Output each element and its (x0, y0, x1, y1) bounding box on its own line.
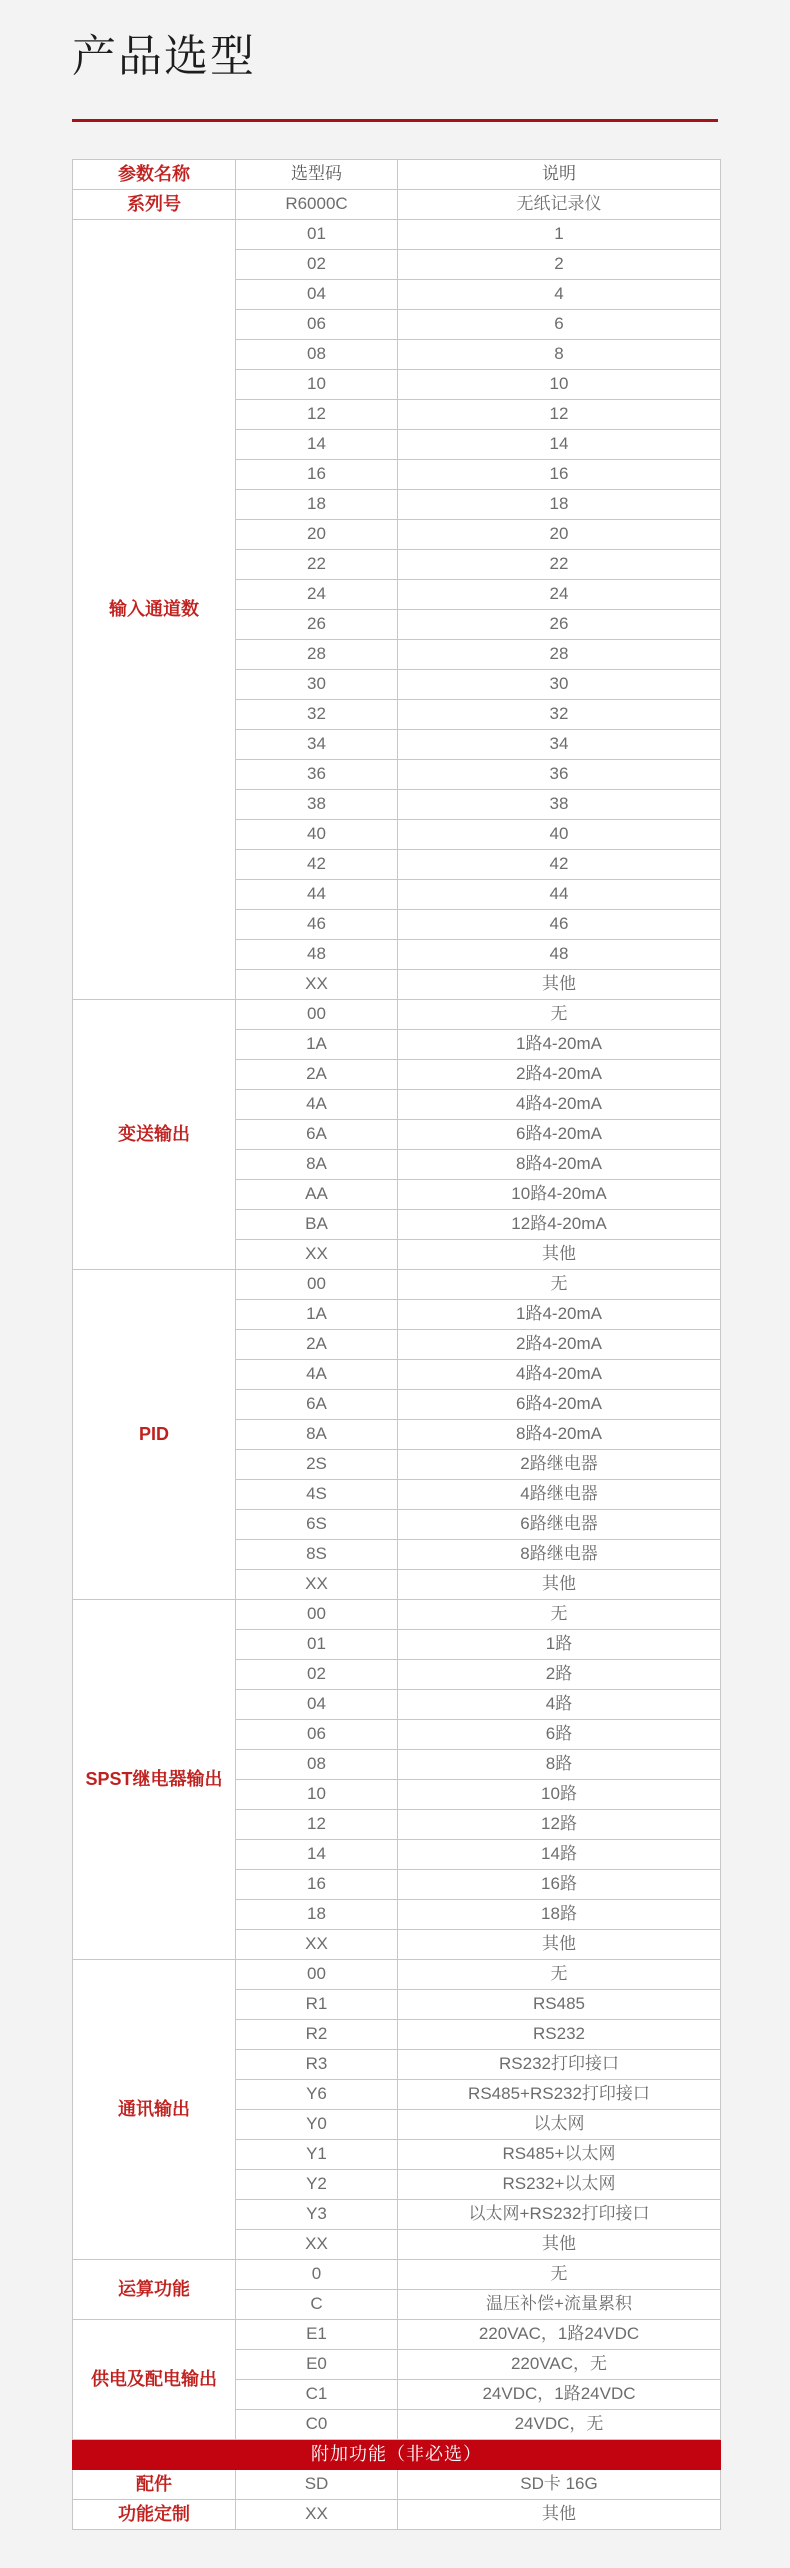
code-cell: 4A (236, 1360, 398, 1390)
param-name-cell: 配件 (73, 2470, 236, 2500)
table-row (73, 1270, 721, 1300)
param-name-cell: 通讯输出 (73, 1960, 236, 2260)
code-cell: 14 (236, 1840, 398, 1870)
code-cell: C1 (236, 2380, 398, 2410)
code-cell: XX (236, 970, 398, 1000)
code-cell: 38 (236, 790, 398, 820)
code-cell: R6000C (236, 190, 398, 220)
code-cell: 02 (236, 250, 398, 280)
desc-cell: 18 (398, 490, 721, 520)
desc-cell: 26 (398, 610, 721, 640)
code-cell: 01 (236, 220, 398, 250)
param-name-cell: 运算功能 (73, 2260, 236, 2320)
code-cell: 48 (236, 940, 398, 970)
code-cell: 00 (236, 1270, 398, 1300)
code-cell: 08 (236, 1750, 398, 1780)
code-cell: 16 (236, 460, 398, 490)
desc-cell: 无 (398, 1270, 721, 1300)
desc-cell: 以太网 (398, 2110, 721, 2140)
desc-cell: 10路 (398, 1780, 721, 1810)
code-cell: C0 (236, 2410, 398, 2440)
desc-cell: RS485+RS232打印接口 (398, 2080, 721, 2110)
code-cell: 28 (236, 640, 398, 670)
code-cell: 00 (236, 1600, 398, 1630)
desc-cell: 24VDC，1路24VDC (398, 2380, 721, 2410)
code-cell: XX (236, 2230, 398, 2260)
desc-cell: 6路4-20mA (398, 1390, 721, 1420)
desc-cell: 8路 (398, 1750, 721, 1780)
code-cell: 42 (236, 850, 398, 880)
code-cell: 44 (236, 880, 398, 910)
desc-cell: 4路4-20mA (398, 1360, 721, 1390)
param-name-cell: 供电及配电输出 (73, 2320, 236, 2440)
desc-cell: 30 (398, 670, 721, 700)
param-name-cell: 系列号 (73, 190, 236, 220)
table-body (73, 190, 721, 2530)
desc-cell: 46 (398, 910, 721, 940)
desc-cell: 6路4-20mA (398, 1120, 721, 1150)
desc-cell: 2路 (398, 1660, 721, 1690)
code-cell: 26 (236, 610, 398, 640)
code-cell: 2S (236, 1450, 398, 1480)
code-cell: 4S (236, 1480, 398, 1510)
desc-cell: 无纸记录仪 (398, 190, 721, 220)
code-cell: 00 (236, 1960, 398, 1990)
desc-cell: 1 (398, 220, 721, 250)
desc-cell: 16路 (398, 1870, 721, 1900)
code-cell: 04 (236, 1690, 398, 1720)
desc-cell: 220VAC，1路24VDC (398, 2320, 721, 2350)
code-cell: 2A (236, 1060, 398, 1090)
code-cell: XX (236, 1240, 398, 1270)
code-cell: 16 (236, 1870, 398, 1900)
code-cell: 04 (236, 280, 398, 310)
desc-cell: 10路4-20mA (398, 1180, 721, 1210)
table-row (73, 190, 721, 220)
desc-cell: 36 (398, 760, 721, 790)
desc-cell: 18路 (398, 1900, 721, 1930)
table-row (73, 2260, 721, 2290)
desc-cell: 4 (398, 280, 721, 310)
desc-cell: 10 (398, 370, 721, 400)
param-name-cell: 变送输出 (73, 1000, 236, 1270)
desc-cell: 40 (398, 820, 721, 850)
param-name-cell: 功能定制 (73, 2500, 236, 2530)
desc-cell: 14 (398, 430, 721, 460)
code-cell: 18 (236, 1900, 398, 1930)
desc-cell: 1路 (398, 1630, 721, 1660)
code-cell: 6A (236, 1120, 398, 1150)
code-cell: 2A (236, 1330, 398, 1360)
code-cell: 0 (236, 2260, 398, 2290)
desc-cell: 4路4-20mA (398, 1090, 721, 1120)
param-name-cell: PID (73, 1270, 236, 1600)
code-cell: 18 (236, 490, 398, 520)
code-cell: 08 (236, 340, 398, 370)
desc-cell: 2路4-20mA (398, 1060, 721, 1090)
code-cell: 40 (236, 820, 398, 850)
code-cell: 30 (236, 670, 398, 700)
desc-cell: 8路4-20mA (398, 1420, 721, 1450)
table-row (73, 220, 721, 250)
desc-cell: 4路继电器 (398, 1480, 721, 1510)
desc-cell: 20 (398, 520, 721, 550)
desc-cell: 220VAC，无 (398, 2350, 721, 2380)
desc-cell: 8路4-20mA (398, 1150, 721, 1180)
code-cell: 24 (236, 580, 398, 610)
code-cell: 6S (236, 1510, 398, 1540)
desc-cell: 无 (398, 2260, 721, 2290)
desc-cell: 其他 (398, 2500, 721, 2530)
table-row (73, 1000, 721, 1030)
code-cell: 06 (236, 1720, 398, 1750)
desc-cell: 42 (398, 850, 721, 880)
desc-cell: SD卡 16G (398, 2470, 721, 2500)
code-cell: 36 (236, 760, 398, 790)
code-cell: Y6 (236, 2080, 398, 2110)
code-cell: Y3 (236, 2200, 398, 2230)
code-cell: 8A (236, 1420, 398, 1450)
code-cell: 10 (236, 1780, 398, 1810)
banner-row (73, 2440, 721, 2470)
desc-cell: 32 (398, 700, 721, 730)
code-cell: SD (236, 2470, 398, 2500)
desc-cell: 12路4-20mA (398, 1210, 721, 1240)
param-name-cell: 输入通道数 (73, 220, 236, 1000)
header-description: 说明 (398, 160, 721, 190)
desc-cell: 24 (398, 580, 721, 610)
desc-cell: 2 (398, 250, 721, 280)
header-row (73, 160, 721, 190)
desc-cell: 8 (398, 340, 721, 370)
code-cell: XX (236, 2500, 398, 2530)
code-cell: R1 (236, 1990, 398, 2020)
code-cell: R2 (236, 2020, 398, 2050)
code-cell: XX (236, 1930, 398, 1960)
code-cell: E0 (236, 2350, 398, 2380)
desc-cell: 14路 (398, 1840, 721, 1870)
code-cell: 10 (236, 370, 398, 400)
code-cell: 32 (236, 700, 398, 730)
desc-cell: RS232+以太网 (398, 2170, 721, 2200)
code-cell: 12 (236, 400, 398, 430)
code-cell: Y2 (236, 2170, 398, 2200)
code-cell: 4A (236, 1090, 398, 1120)
desc-cell: 12路 (398, 1810, 721, 1840)
code-cell: Y1 (236, 2140, 398, 2170)
desc-cell: 其他 (398, 1240, 721, 1270)
code-cell: Y0 (236, 2110, 398, 2140)
code-cell: AA (236, 1180, 398, 1210)
param-name-cell: SPST继电器输出 (73, 1600, 236, 1960)
banner-cell: 附加功能（非必选） (73, 2440, 721, 2470)
code-cell: 1A (236, 1030, 398, 1060)
desc-cell: 16 (398, 460, 721, 490)
desc-cell: 其他 (398, 970, 721, 1000)
desc-cell: 2路4-20mA (398, 1330, 721, 1360)
code-cell: 22 (236, 550, 398, 580)
code-cell: 34 (236, 730, 398, 760)
desc-cell: RS485+以太网 (398, 2140, 721, 2170)
desc-cell: 1路4-20mA (398, 1030, 721, 1060)
desc-cell: 1路4-20mA (398, 1300, 721, 1330)
code-cell: 46 (236, 910, 398, 940)
header-param-name: 参数名称 (73, 160, 236, 190)
code-cell: 00 (236, 1000, 398, 1030)
desc-cell: 6路继电器 (398, 1510, 721, 1540)
desc-cell: 其他 (398, 1930, 721, 1960)
desc-cell: 其他 (398, 2230, 721, 2260)
desc-cell: RS232打印接口 (398, 2050, 721, 2080)
desc-cell: 4路 (398, 1690, 721, 1720)
desc-cell: 44 (398, 880, 721, 910)
code-cell: BA (236, 1210, 398, 1240)
desc-cell: 28 (398, 640, 721, 670)
desc-cell: 6路 (398, 1720, 721, 1750)
table-row (73, 1960, 721, 1990)
selection-table (72, 159, 721, 2530)
code-cell: 06 (236, 310, 398, 340)
header-code: 选型码 (236, 160, 398, 190)
code-cell: 6A (236, 1390, 398, 1420)
code-cell: 01 (236, 1630, 398, 1660)
desc-cell: 24VDC，无 (398, 2410, 721, 2440)
table-row (73, 2500, 721, 2530)
desc-cell: 以太网+RS232打印接口 (398, 2200, 721, 2230)
code-cell: C (236, 2290, 398, 2320)
desc-cell: 无 (398, 1960, 721, 1990)
desc-cell: 其他 (398, 1570, 721, 1600)
code-cell: 8S (236, 1540, 398, 1570)
desc-cell: 22 (398, 550, 721, 580)
code-cell: 20 (236, 520, 398, 550)
code-cell: 8A (236, 1150, 398, 1180)
table-row (73, 1600, 721, 1630)
desc-cell: RS485 (398, 1990, 721, 2020)
desc-cell: 34 (398, 730, 721, 760)
code-cell: 12 (236, 1810, 398, 1840)
desc-cell: 2路继电器 (398, 1450, 721, 1480)
code-cell: 14 (236, 430, 398, 460)
table-row (73, 2470, 721, 2500)
desc-cell: 6 (398, 310, 721, 340)
code-cell: E1 (236, 2320, 398, 2350)
desc-cell: 12 (398, 400, 721, 430)
page-title: 产品选型 (72, 32, 256, 81)
code-cell: 02 (236, 1660, 398, 1690)
code-cell: XX (236, 1570, 398, 1600)
code-cell: 1A (236, 1300, 398, 1330)
desc-cell: 无 (398, 1600, 721, 1630)
desc-cell: RS232 (398, 2020, 721, 2050)
code-cell: R3 (236, 2050, 398, 2080)
title-underline (72, 119, 718, 122)
table-row (73, 2320, 721, 2350)
desc-cell: 无 (398, 1000, 721, 1030)
desc-cell: 38 (398, 790, 721, 820)
desc-cell: 48 (398, 940, 721, 970)
desc-cell: 温压补偿+流量累积 (398, 2290, 721, 2320)
desc-cell: 8路继电器 (398, 1540, 721, 1570)
